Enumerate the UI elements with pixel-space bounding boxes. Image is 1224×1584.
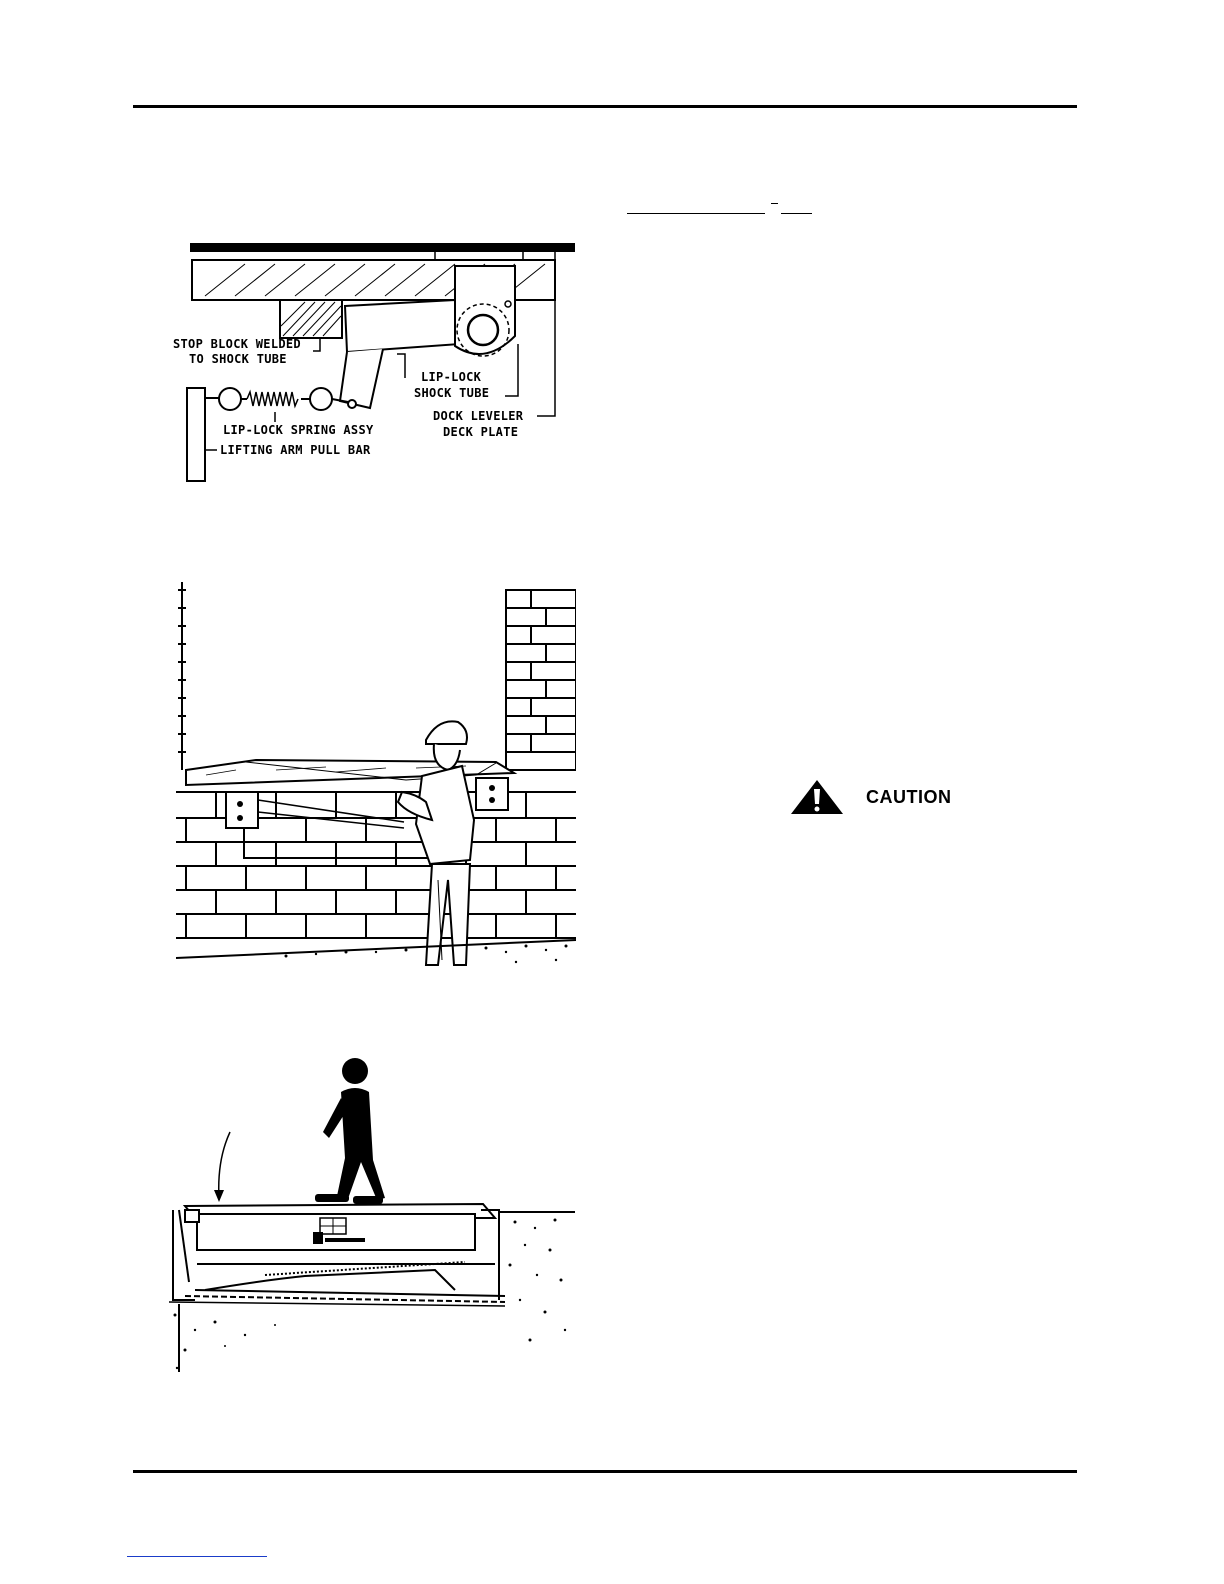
dock-leveler-label-2: DECK PLATE [443,425,519,439]
wall-bracket-right [476,778,508,810]
header-rule [133,105,1077,108]
pull-bar [187,388,205,481]
lip-lock-label-2: SHOCK TUBE [414,386,490,400]
dock-leveler-label-1: DOCK LEVELER [433,409,524,423]
stop-block [280,300,342,338]
pit-wall-left [173,1210,199,1300]
lip-lock-diagram [165,236,580,486]
pit-wall-right [481,1210,575,1300]
footer-link-underline[interactable] [127,1556,267,1557]
pull-bar-label: LIFTING ARM PULL BAR [220,443,371,457]
stop-block-label-1: STOP BLOCK WELDED [173,337,301,351]
worker-figure [398,721,474,965]
door-track [178,582,186,770]
wall-bracket-left [226,792,258,828]
deck-plate [190,243,575,252]
lip-lock-label-1: LIP-LOCK [421,370,482,384]
spring-assembly [199,388,348,410]
brick-column [506,590,576,770]
spring-assy-label: LIP-LOCK SPRING ASSY [223,423,374,437]
footer-rule [133,1470,1077,1473]
person-on-leveler-illustration [165,1050,575,1375]
down-arrow-icon [214,1132,230,1202]
heading-underline-left [627,213,765,214]
heading-mark [771,203,778,204]
heading-underline-right [781,213,812,214]
caution-notice [790,777,952,817]
warning-triangle-icon [790,779,844,815]
caution-label: CAUTION [866,786,952,807]
worker-pull-illustration [176,580,576,972]
hinge-bracket [455,266,515,356]
stop-block-label-2: TO SHOCK TUBE [189,352,287,366]
ground [176,940,576,963]
